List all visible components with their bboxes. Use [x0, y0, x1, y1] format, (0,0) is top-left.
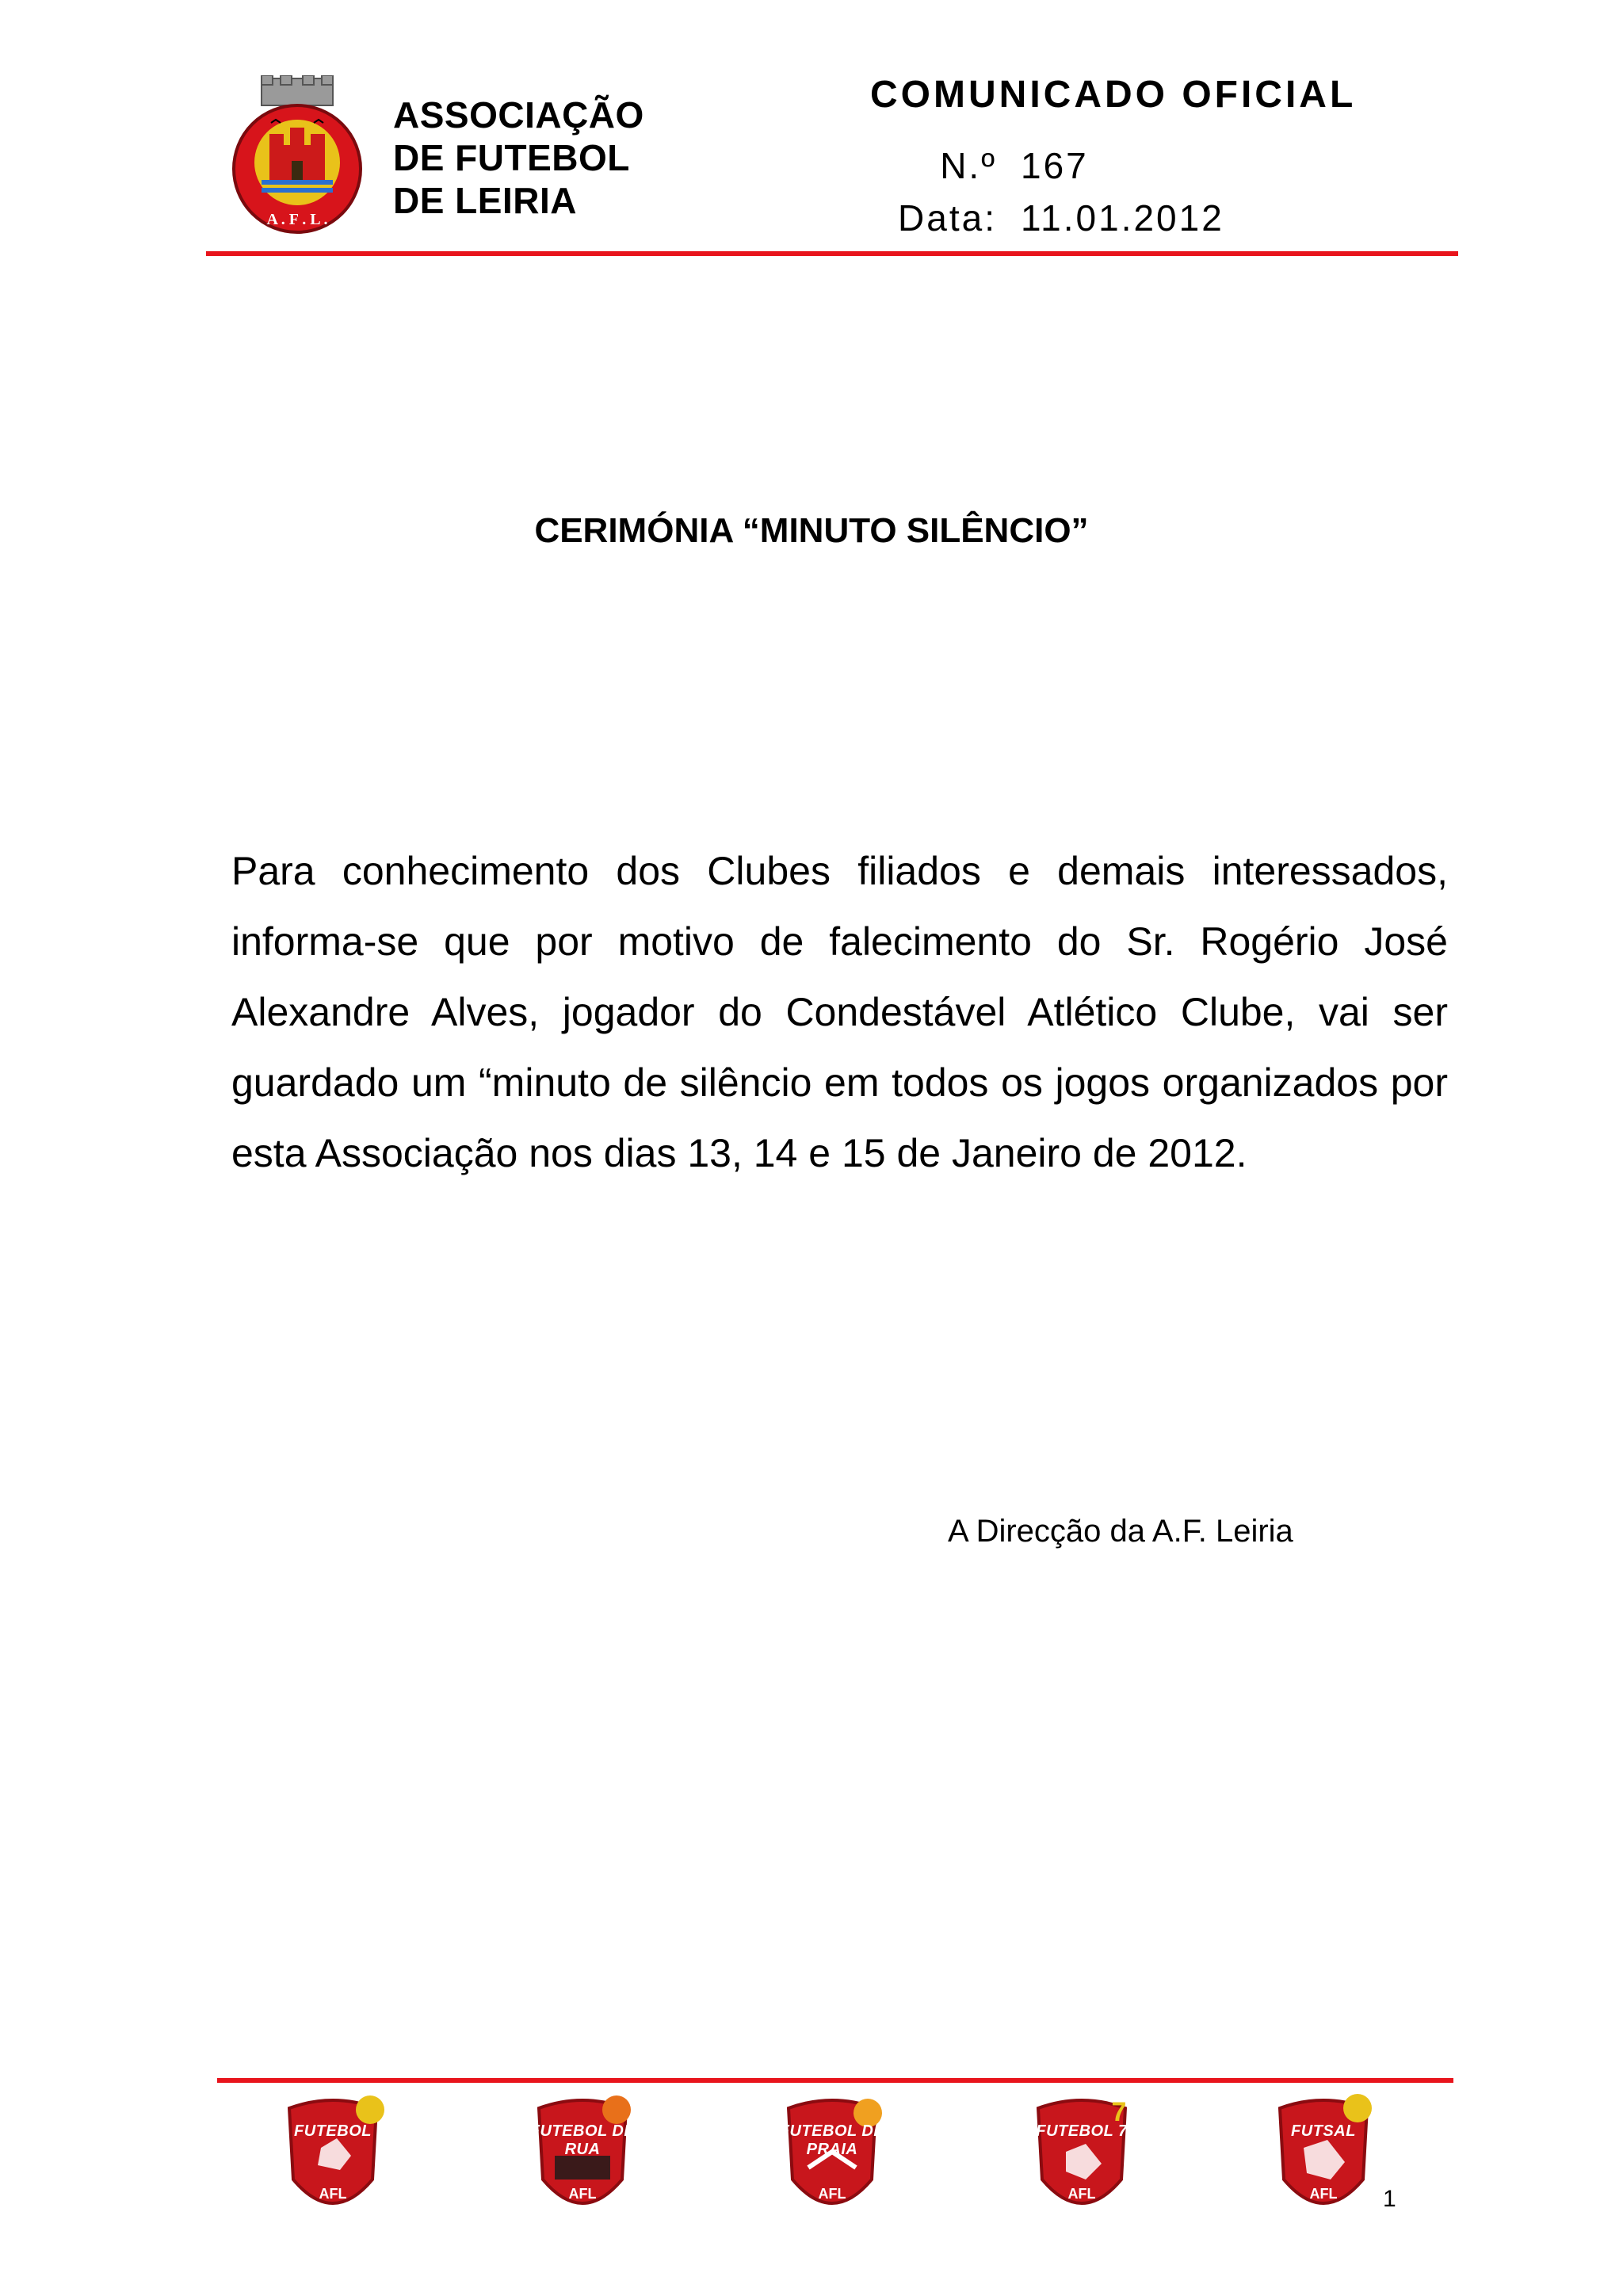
document-type-heading: COMUNICADO OFICIAL	[870, 74, 1357, 116]
futebol-logo-label: FUTEBOL	[294, 2122, 372, 2140]
futebol-de-rua-logo-sub: AFL	[568, 2186, 597, 2202]
futsal-logo-label: FUTSAL	[1291, 2122, 1356, 2140]
number-value: 167	[1021, 145, 1089, 186]
footer-divider	[217, 2078, 1453, 2083]
org-name-line-1: ASSOCIAÇÃO	[393, 94, 644, 136]
header-divider	[206, 251, 1458, 256]
body-paragraph: Para conhecimento dos Clubes filiados e demais interessados, informa-se que por motivo de falecimento do Sr. Rogério José Alexandre Alves, jogador do Condestável Atlético Clube, vai ser guardado um “minuto de silêncio em todos os jogos organizados por esta Associação nos dias 13, 14 e 15 de Janeiro de 2012.	[231, 849, 1448, 1175]
svg-text:7: 7	[1111, 2097, 1127, 2127]
futebol-logo	[273, 2092, 392, 2227]
futebol-logo-sub: AFL	[319, 2186, 347, 2202]
futebol-de-praia-logo-label: FUTEBOL DE PRAIA	[779, 2122, 885, 2158]
futebol-de-praia-logo-sub: AFL	[818, 2186, 846, 2202]
futebol-de-rua-logo-label: FUTEBOL DE RUA	[529, 2122, 636, 2158]
futsal-logo-sub: AFL	[1309, 2186, 1338, 2202]
futsal-logo	[1264, 2092, 1383, 2227]
futebol-7-logo-sub: AFL	[1067, 2186, 1096, 2202]
date-value: 11.01.2012	[1021, 197, 1224, 239]
afl-crest-logo	[230, 75, 365, 234]
futebol-de-rua-logo	[523, 2092, 642, 2227]
number-label: N.º	[940, 145, 997, 186]
futebol-7-logo	[1022, 2092, 1141, 2227]
date-label: Data:	[898, 197, 997, 239]
page-number: 1	[1383, 2186, 1396, 2212]
futebol-de-praia-logo	[773, 2092, 892, 2227]
document-title: CERIMÓNIA “MINUTO SILÊNCIO”	[534, 511, 1089, 550]
org-name-line-2: DE FUTEBOL	[393, 137, 630, 178]
svg-text:A . F . L .: A . F . L .	[266, 211, 328, 228]
futebol-7-logo-label: FUTEBOL 7	[1036, 2122, 1128, 2140]
org-name-line-3: DE LEIRIA	[393, 180, 577, 221]
signature: A Direcção da A.F. Leiria	[948, 1514, 1293, 1549]
